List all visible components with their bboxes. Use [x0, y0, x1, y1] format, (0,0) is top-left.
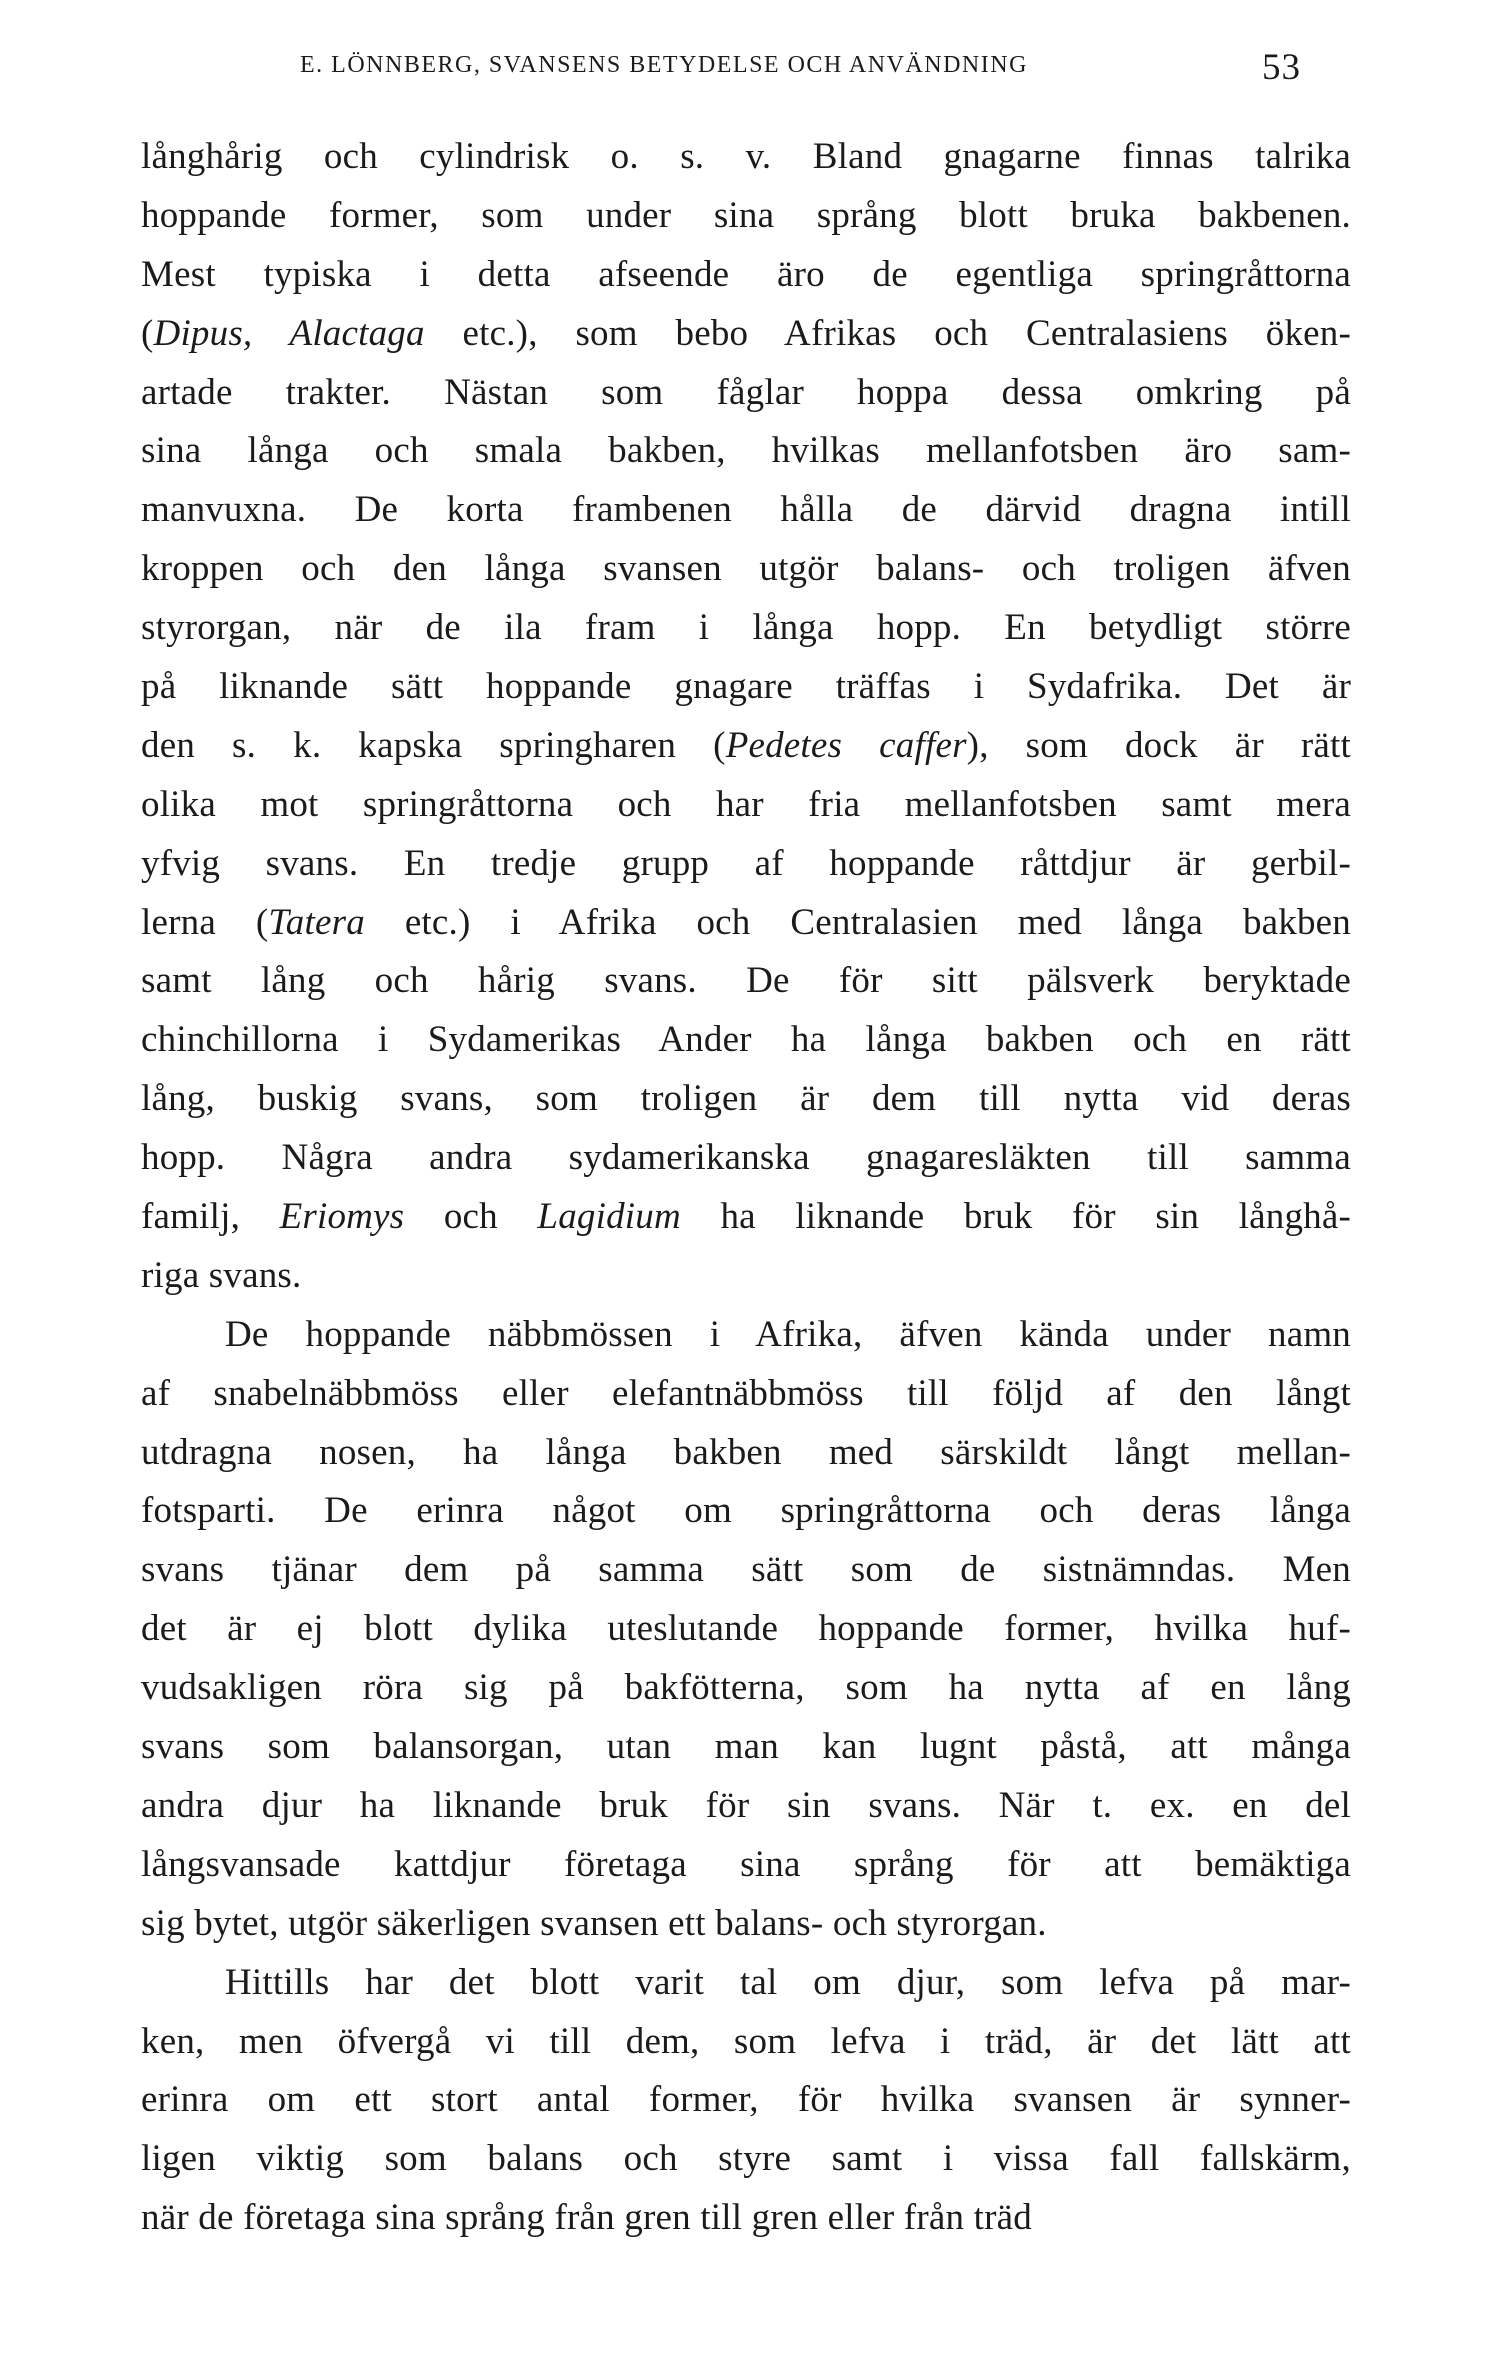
text-run: etc.), som bebo Afrikas och Centralasiens öken-: [424, 312, 1351, 354]
text-run: ), som dock är rätt: [966, 724, 1351, 766]
paragraph: [141, 128, 1351, 1306]
text-run: på liknande sätt hoppande gnagare träffas i Sydafrika. Det är: [141, 666, 1351, 708]
text-line: [141, 952, 1351, 1011]
text-run: andra djur ha liknande bruk för sin svans. När t. ex. en del: [141, 1784, 1351, 1826]
text-run: De hoppande näbbmössen i Afrika, äfven kända under namn: [225, 1313, 1351, 1355]
text-run: hoppande former, som under sina språng blott bruka bakbenen.: [141, 194, 1351, 236]
text-line: [141, 2071, 1351, 2130]
running-header: E. LÖNNBERG, SVANSENS BETYDELSE OCH ANVÄNDNING: [300, 52, 1028, 78]
text-run: sig bytet, utgör säkerligen svansen ett balans- och styrorgan.: [141, 1902, 1047, 1944]
text-run: svans som balansorgan, utan man kan lugnt påstå, att många: [141, 1726, 1351, 1768]
text-run: riga svans.: [141, 1254, 302, 1296]
text-run: manvuxna. De korta frambenen hålla de därvid dragna intill: [141, 489, 1351, 531]
text-run: långhårig och cylindrisk o. s. v. Bland gnagarne finnas talrika: [141, 136, 1351, 177]
text-line: [141, 2130, 1351, 2189]
text-line: [141, 1011, 1351, 1070]
text-run: ligen viktig som balans och styre samt i vissa fall fallskärm,: [141, 2138, 1351, 2180]
text-run: sina långa och smala bakben, hvilkas mellanfotsben äro sam-: [141, 430, 1351, 472]
text-run: det är ej blott dylika uteslutande hoppande former, hvilka huf-: [141, 1608, 1351, 1650]
text-line: [141, 1836, 1351, 1895]
text-line: [141, 1070, 1351, 1129]
text-line: [141, 599, 1351, 658]
text-line: [141, 1541, 1351, 1600]
text-run: när de företaga sina språng från gren till gren eller från träd: [141, 2197, 1032, 2239]
text-line: [141, 1659, 1351, 1718]
text-run: fotsparti. De erinra något om springråttorna och deras långa: [141, 1490, 1351, 1532]
text-run: och: [404, 1196, 538, 1238]
text-line: [141, 422, 1351, 481]
text-line: [141, 2013, 1351, 2072]
text-line: [141, 1777, 1351, 1836]
text-run: lång, buskig svans, som troligen är dem till nytta vid deras: [141, 1078, 1351, 1120]
italic-taxon-name: Lagidium: [537, 1196, 681, 1238]
text-run: långsvansade kattdjur företaga sina språng för att bemäktiga: [141, 1843, 1351, 1885]
text-line: [141, 1247, 1351, 1306]
text-run: utdragna nosen, ha långa bakben med särskildt långt mellan-: [141, 1431, 1351, 1473]
italic-taxon-name: Pedetes caffer: [725, 724, 967, 766]
page-number: 53: [1262, 47, 1301, 88]
body-text: [141, 128, 1351, 2248]
text-run: vudsakligen röra sig på bakfötterna, som ha nytta af en lång: [141, 1667, 1351, 1709]
paragraph: [141, 1306, 1351, 1954]
text-run: yfvig svans. En tredje grupp af hoppande råttdjur är gerbil-: [141, 842, 1351, 884]
text-line: [141, 1482, 1351, 1541]
text-run: kroppen och den långa svansen utgör balans- och troligen äfven: [141, 548, 1351, 590]
text-line: [141, 481, 1351, 540]
italic-taxon-name: Tatera: [268, 901, 365, 943]
text-run: svans tjänar dem på samma sätt som de sistnämndas. Men: [141, 1549, 1351, 1591]
text-run: Mest typiska i detta afseende äro de egentliga springråttorna: [141, 253, 1351, 295]
italic-taxon-name: Eriomys: [279, 1196, 405, 1238]
text-run: Hittills har det blott varit tal om djur, som lefva på mar-: [225, 1961, 1351, 2003]
text-line: [141, 1895, 1351, 1954]
text-run: hopp. Några andra sydamerikanska gnagaresläkten till samma: [141, 1137, 1351, 1179]
text-run: af snabelnäbbmöss eller elefantnäbbmöss till följd af den långt: [141, 1372, 1351, 1414]
text-run: (: [141, 312, 154, 354]
text-line: [141, 1718, 1351, 1777]
text-run: artade trakter. Nästan som fåglar hoppa dessa omkring på: [141, 371, 1351, 413]
text-line: [141, 1954, 1351, 2013]
text-line: [141, 776, 1351, 835]
text-run: erinra om ett stort antal former, för hvilka svansen är synner-: [141, 2079, 1351, 2121]
text-line: [141, 1188, 1351, 1247]
text-run: familj,: [141, 1196, 280, 1238]
text-line: [141, 1600, 1351, 1659]
text-run: etc.) i Afrika och Centralasien med långa bakben: [364, 901, 1352, 943]
paragraph: [141, 1954, 1351, 2248]
text-line: [141, 246, 1351, 305]
text-run: ken, men öfvergå vi till dem, som lefva i träd, är det lätt att: [141, 2020, 1351, 2062]
italic-taxon-name: Dipus, Alactaga: [153, 312, 425, 354]
text-run: styrorgan, när de ila fram i långa hopp. En betydligt större: [141, 607, 1351, 649]
text-line: [141, 2189, 1351, 2248]
text-run: chinchillorna i Sydamerikas Ander ha långa bakben och en rätt: [141, 1019, 1351, 1061]
text-line: [141, 187, 1351, 246]
text-line: [141, 1424, 1351, 1483]
text-run: den s. k. kapska springharen (: [141, 724, 726, 766]
text-line: [141, 364, 1351, 423]
text-run: ha liknande bruk för sin långhå-: [680, 1196, 1351, 1238]
text-line: [141, 128, 1351, 187]
text-line: [141, 1306, 1351, 1365]
text-line: [141, 658, 1351, 717]
text-line: [141, 305, 1351, 364]
text-run: lerna (: [141, 901, 269, 943]
text-line: [141, 894, 1351, 953]
text-line: [141, 540, 1351, 599]
text-line: [141, 835, 1351, 894]
text-run: samt lång och hårig svans. De för sitt pälsverk beryktade: [141, 960, 1351, 1002]
text-run: olika mot springråttorna och har fria mellanfotsben samt mera: [141, 783, 1351, 825]
text-line: [141, 1129, 1351, 1188]
text-line: [141, 1365, 1351, 1424]
text-line: [141, 717, 1351, 776]
